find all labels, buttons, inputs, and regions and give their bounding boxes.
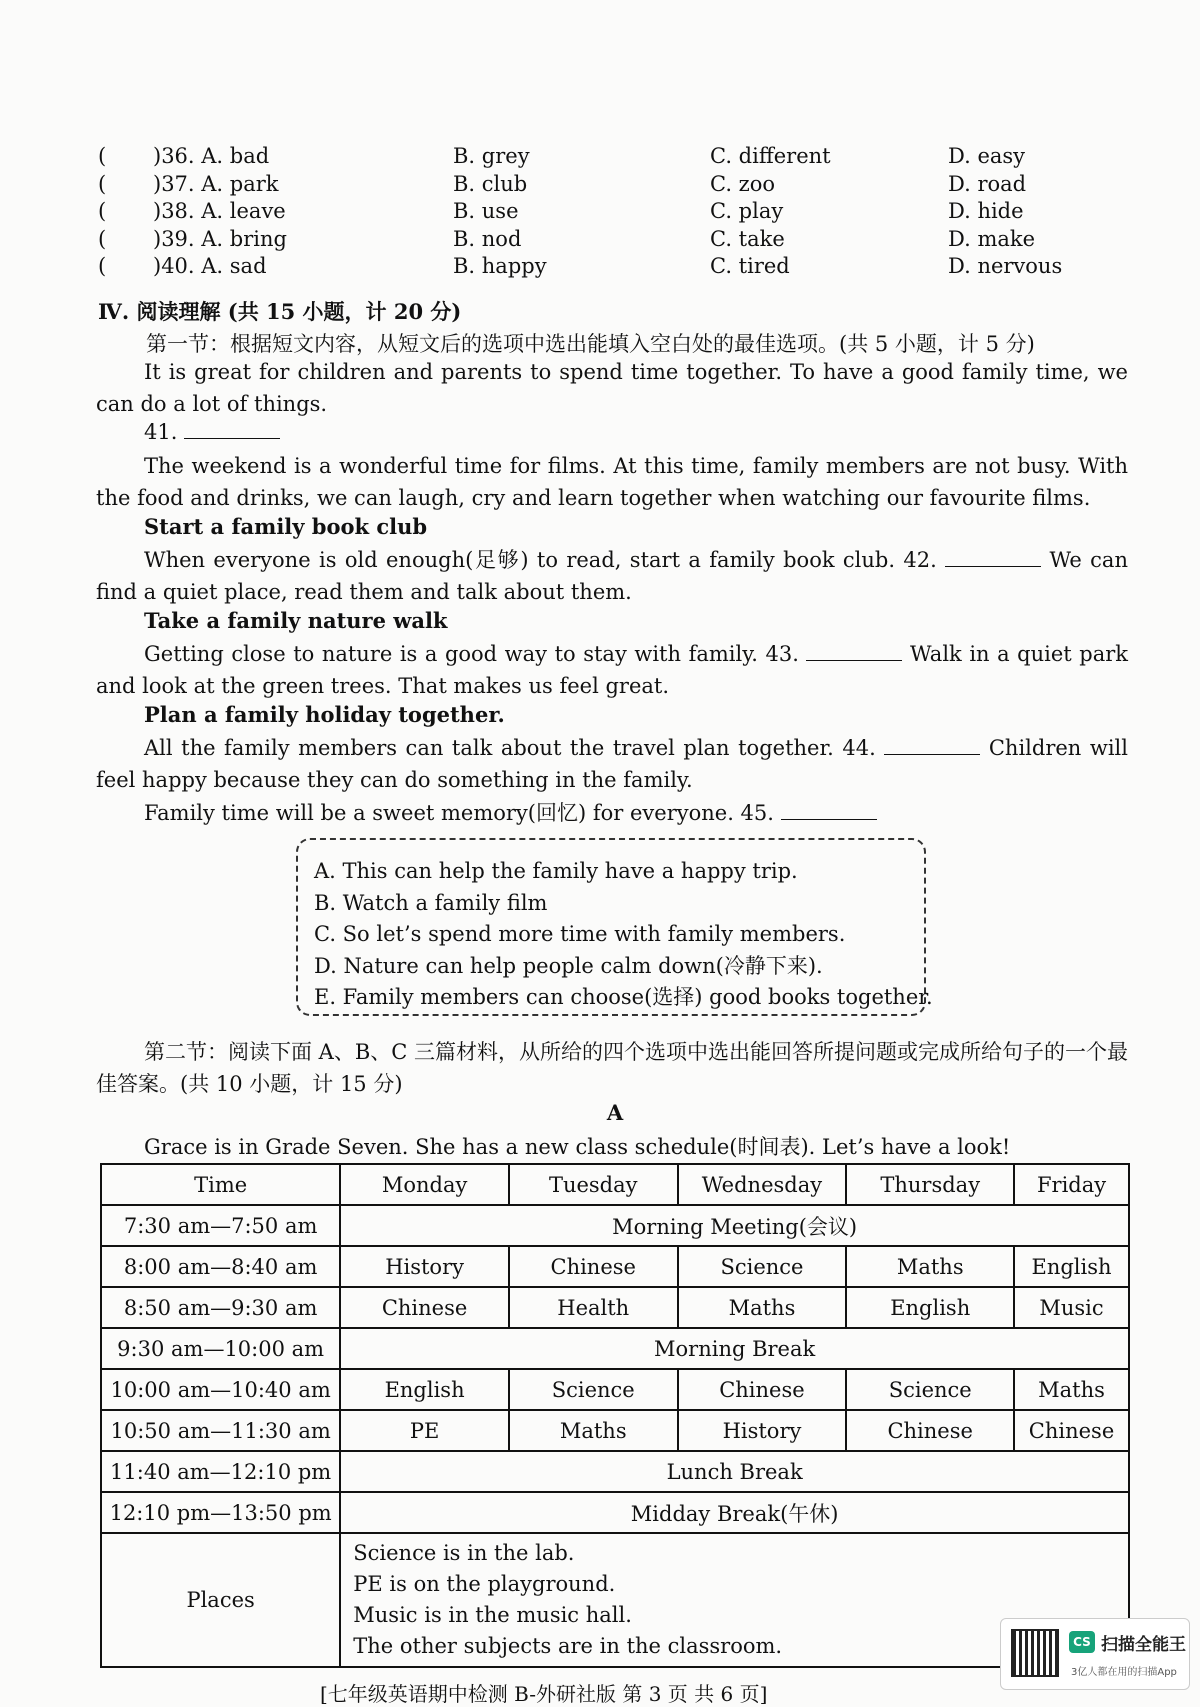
paragraph-44-rest: Children will feel happy because they can do something in the family. bbox=[96, 736, 1128, 792]
option-d: D. road bbox=[948, 171, 1027, 196]
subject-cell: Chinese bbox=[846, 1410, 1014, 1451]
option-d: D. nervous bbox=[948, 254, 1063, 278]
paragraph-42 bbox=[96, 545, 1128, 608]
option-b: B. nod bbox=[453, 226, 522, 251]
choice-b: B. Watch a family film bbox=[314, 890, 548, 915]
subject-cell: English bbox=[1014, 1246, 1129, 1287]
option-a: )40. A. sad bbox=[153, 254, 267, 278]
place-line: The other subjects are in the classroom. bbox=[353, 1634, 783, 1658]
option-b: B. grey bbox=[453, 144, 530, 168]
table-header-cell: Wednesday bbox=[678, 1164, 847, 1205]
answer-paren: ( bbox=[98, 226, 107, 251]
time-cell: 12:10 pm—13:50 pm bbox=[101, 1492, 340, 1533]
subject-cell: Science bbox=[509, 1369, 678, 1410]
paragraph-43 bbox=[96, 639, 1128, 702]
table-header-cell: Tuesday bbox=[509, 1164, 678, 1205]
table-row bbox=[101, 1205, 1129, 1246]
option-row bbox=[98, 144, 1098, 172]
question-41 bbox=[144, 420, 280, 444]
subject-cell: Chinese bbox=[340, 1287, 509, 1328]
subject-cell: English bbox=[340, 1369, 509, 1410]
table-row bbox=[101, 1246, 1129, 1287]
option-row bbox=[98, 199, 1098, 227]
table-header-cell: Friday bbox=[1014, 1164, 1129, 1205]
paragraph-45 bbox=[144, 797, 877, 827]
section-title: Ⅳ. 阅读理解 (共 15 小题，计 20 分) bbox=[98, 299, 462, 324]
answer-blank-44[interactable] bbox=[884, 736, 980, 755]
paragraph-44-lead: All the family members can talk about the travel plan together. 44. bbox=[144, 736, 876, 760]
subject-cell: Science bbox=[846, 1369, 1014, 1410]
page-footer: [七年级英语期中检测 B-外研社版 第 3 页 共 6 页] bbox=[320, 1682, 768, 1706]
subject-cell: Music bbox=[1014, 1287, 1129, 1328]
subject-cell: Science bbox=[678, 1246, 847, 1287]
option-d: D. make bbox=[948, 226, 1036, 251]
class-schedule-table bbox=[100, 1163, 1130, 1668]
table-row bbox=[101, 1287, 1129, 1328]
spanning-cell: Morning Break bbox=[340, 1328, 1129, 1369]
table-row bbox=[101, 1451, 1129, 1492]
option-b: B. use bbox=[453, 199, 519, 223]
part1-intro: It is great for children and parents to spend time together. To have a good family time, we can do a lot of things. bbox=[96, 360, 1128, 416]
camscanner-logo-icon: CS bbox=[1069, 1631, 1095, 1653]
qr-code-icon bbox=[1011, 1629, 1059, 1677]
option-c: C. different bbox=[710, 144, 831, 168]
option-a: )36. A. bad bbox=[153, 144, 270, 168]
option-c: C. take bbox=[710, 226, 785, 251]
option-a: )38. A. leave bbox=[153, 199, 286, 223]
time-cell: 10:00 am—10:40 am bbox=[101, 1369, 340, 1410]
answer-blank-42[interactable] bbox=[945, 548, 1041, 567]
place-line: PE is on the playground. bbox=[353, 1572, 616, 1596]
paragraph-42-rest: We can find a quiet place, read them and talk about them. bbox=[96, 548, 1128, 604]
option-row bbox=[98, 254, 1098, 282]
passage-letter: A bbox=[606, 1100, 624, 1125]
paragraph-45-text: Family time will be a sweet memory(回忆) for everyone. 45. bbox=[144, 801, 774, 825]
scanner-watermark bbox=[1000, 1618, 1190, 1690]
table-header-cell: Thursday bbox=[846, 1164, 1014, 1205]
option-c: C. play bbox=[710, 199, 784, 223]
subject-cell: Maths bbox=[678, 1287, 847, 1328]
place-line: Music is in the music hall. bbox=[353, 1603, 632, 1627]
part1-instruction: 第一节：根据短文内容，从短文后的选项中选出能填入空白处的最佳选项。(共 5 小题，计 5 分) bbox=[146, 332, 1035, 356]
time-cell: 8:50 am—9:30 am bbox=[101, 1287, 340, 1328]
time-cell: 9:30 am—10:00 am bbox=[101, 1328, 340, 1369]
answer-paren: ( bbox=[98, 199, 107, 223]
subject-cell: Maths bbox=[509, 1410, 678, 1451]
option-c: C. tired bbox=[710, 254, 790, 278]
time-cell: 11:40 am—12:10 pm bbox=[101, 1451, 340, 1492]
place-line: Science is in the lab. bbox=[353, 1541, 575, 1565]
spanning-cell: Lunch Break bbox=[340, 1451, 1129, 1492]
table-body bbox=[101, 1205, 1129, 1667]
paragraph-43-rest: Walk in a quiet park and look at the green trees. That makes us feel great. bbox=[96, 642, 1129, 698]
choice-c: C. So let’s spend more time with family members. bbox=[314, 922, 846, 946]
answer-blank-45[interactable] bbox=[781, 801, 877, 820]
question-41-number: 41. bbox=[144, 420, 178, 444]
time-cell: 10:50 am—11:30 am bbox=[101, 1410, 340, 1451]
places-row bbox=[101, 1533, 1129, 1667]
table-header-cell: Time bbox=[101, 1164, 340, 1205]
option-c: C. zoo bbox=[710, 171, 776, 196]
answer-paren: ( bbox=[98, 171, 107, 196]
subject-cell: Chinese bbox=[678, 1369, 847, 1410]
subject-cell: History bbox=[678, 1410, 847, 1451]
option-b: B. club bbox=[453, 171, 528, 196]
time-cell: 7:30 am—7:50 am bbox=[101, 1205, 340, 1246]
part2-instruction: 第二节：阅读下面 A、B、C 三篇材料，从所给的四个选项中选出能回答所提问题或完成所给句子的一个最佳答案。(共 10 小题，计 15 分) bbox=[96, 1040, 1129, 1096]
heading-family-holiday: Plan a family holiday together. bbox=[144, 702, 505, 727]
subject-cell: History bbox=[340, 1246, 509, 1287]
table-row bbox=[101, 1328, 1129, 1369]
spanning-cell: Midday Break(午休) bbox=[340, 1492, 1129, 1533]
option-row bbox=[98, 172, 1098, 200]
subject-cell: Chinese bbox=[509, 1246, 678, 1287]
scanner-tagline: 3亿人都在用的扫描App bbox=[1071, 1667, 1177, 1678]
time-cell: 8:00 am—8:40 am bbox=[101, 1246, 340, 1287]
choice-d: D. Nature can help people calm down(冷静下来). bbox=[314, 953, 823, 978]
answer-paren: ( bbox=[98, 144, 107, 168]
subject-cell: PE bbox=[340, 1410, 509, 1451]
places-label: Places bbox=[101, 1533, 340, 1667]
subject-cell: English bbox=[846, 1287, 1014, 1328]
table-header-cell: Monday bbox=[340, 1164, 509, 1205]
subject-cell: Chinese bbox=[1014, 1410, 1129, 1451]
option-d: D. easy bbox=[948, 144, 1026, 168]
spanning-cell: Morning Meeting(会议) bbox=[340, 1205, 1129, 1246]
paragraph-41: The weekend is a wonderful time for films. At this time, family members are not busy. With the food and drinks, we can laugh, cry and learn together when watching our favourite films. bbox=[96, 454, 1128, 510]
heading-book-club: Start a family book club bbox=[144, 514, 428, 539]
table-row bbox=[101, 1369, 1129, 1410]
choices-box bbox=[296, 838, 933, 1016]
option-row bbox=[98, 227, 1098, 255]
scanner-app-name: 扫描全能王 bbox=[1101, 1635, 1186, 1655]
heading-nature-walk: Take a family nature walk bbox=[144, 608, 448, 633]
subject-cell: Maths bbox=[1014, 1369, 1129, 1410]
choice-a: A. This can help the family have a happy trip. bbox=[314, 859, 798, 883]
subject-cell: Health bbox=[509, 1287, 678, 1328]
paragraph-42-lead: When everyone is old enough(足够) to read, start a family book club. 42. bbox=[144, 548, 937, 572]
passage-a-intro: Grace is in Grade Seven. She has a new class schedule(时间表). Let’s have a look! bbox=[144, 1135, 1011, 1159]
answer-paren: ( bbox=[98, 254, 107, 278]
table-row bbox=[101, 1410, 1129, 1451]
choice-e: E. Family members can choose(选择) good books together. bbox=[314, 985, 933, 1009]
table-row bbox=[101, 1492, 1129, 1533]
option-a: )39. A. bring bbox=[153, 226, 287, 251]
answer-blank-43[interactable] bbox=[806, 642, 902, 661]
subject-cell: Maths bbox=[846, 1246, 1014, 1287]
option-b: B. happy bbox=[453, 254, 547, 278]
table-header-row bbox=[101, 1164, 1129, 1205]
option-d: D. hide bbox=[948, 199, 1024, 223]
paragraph-44 bbox=[96, 733, 1128, 796]
paragraph-43-lead: Getting close to nature is a good way to stay with family. 43. bbox=[144, 642, 799, 666]
option-a: )37. A. park bbox=[153, 171, 279, 196]
answer-blank-41[interactable] bbox=[184, 420, 280, 439]
